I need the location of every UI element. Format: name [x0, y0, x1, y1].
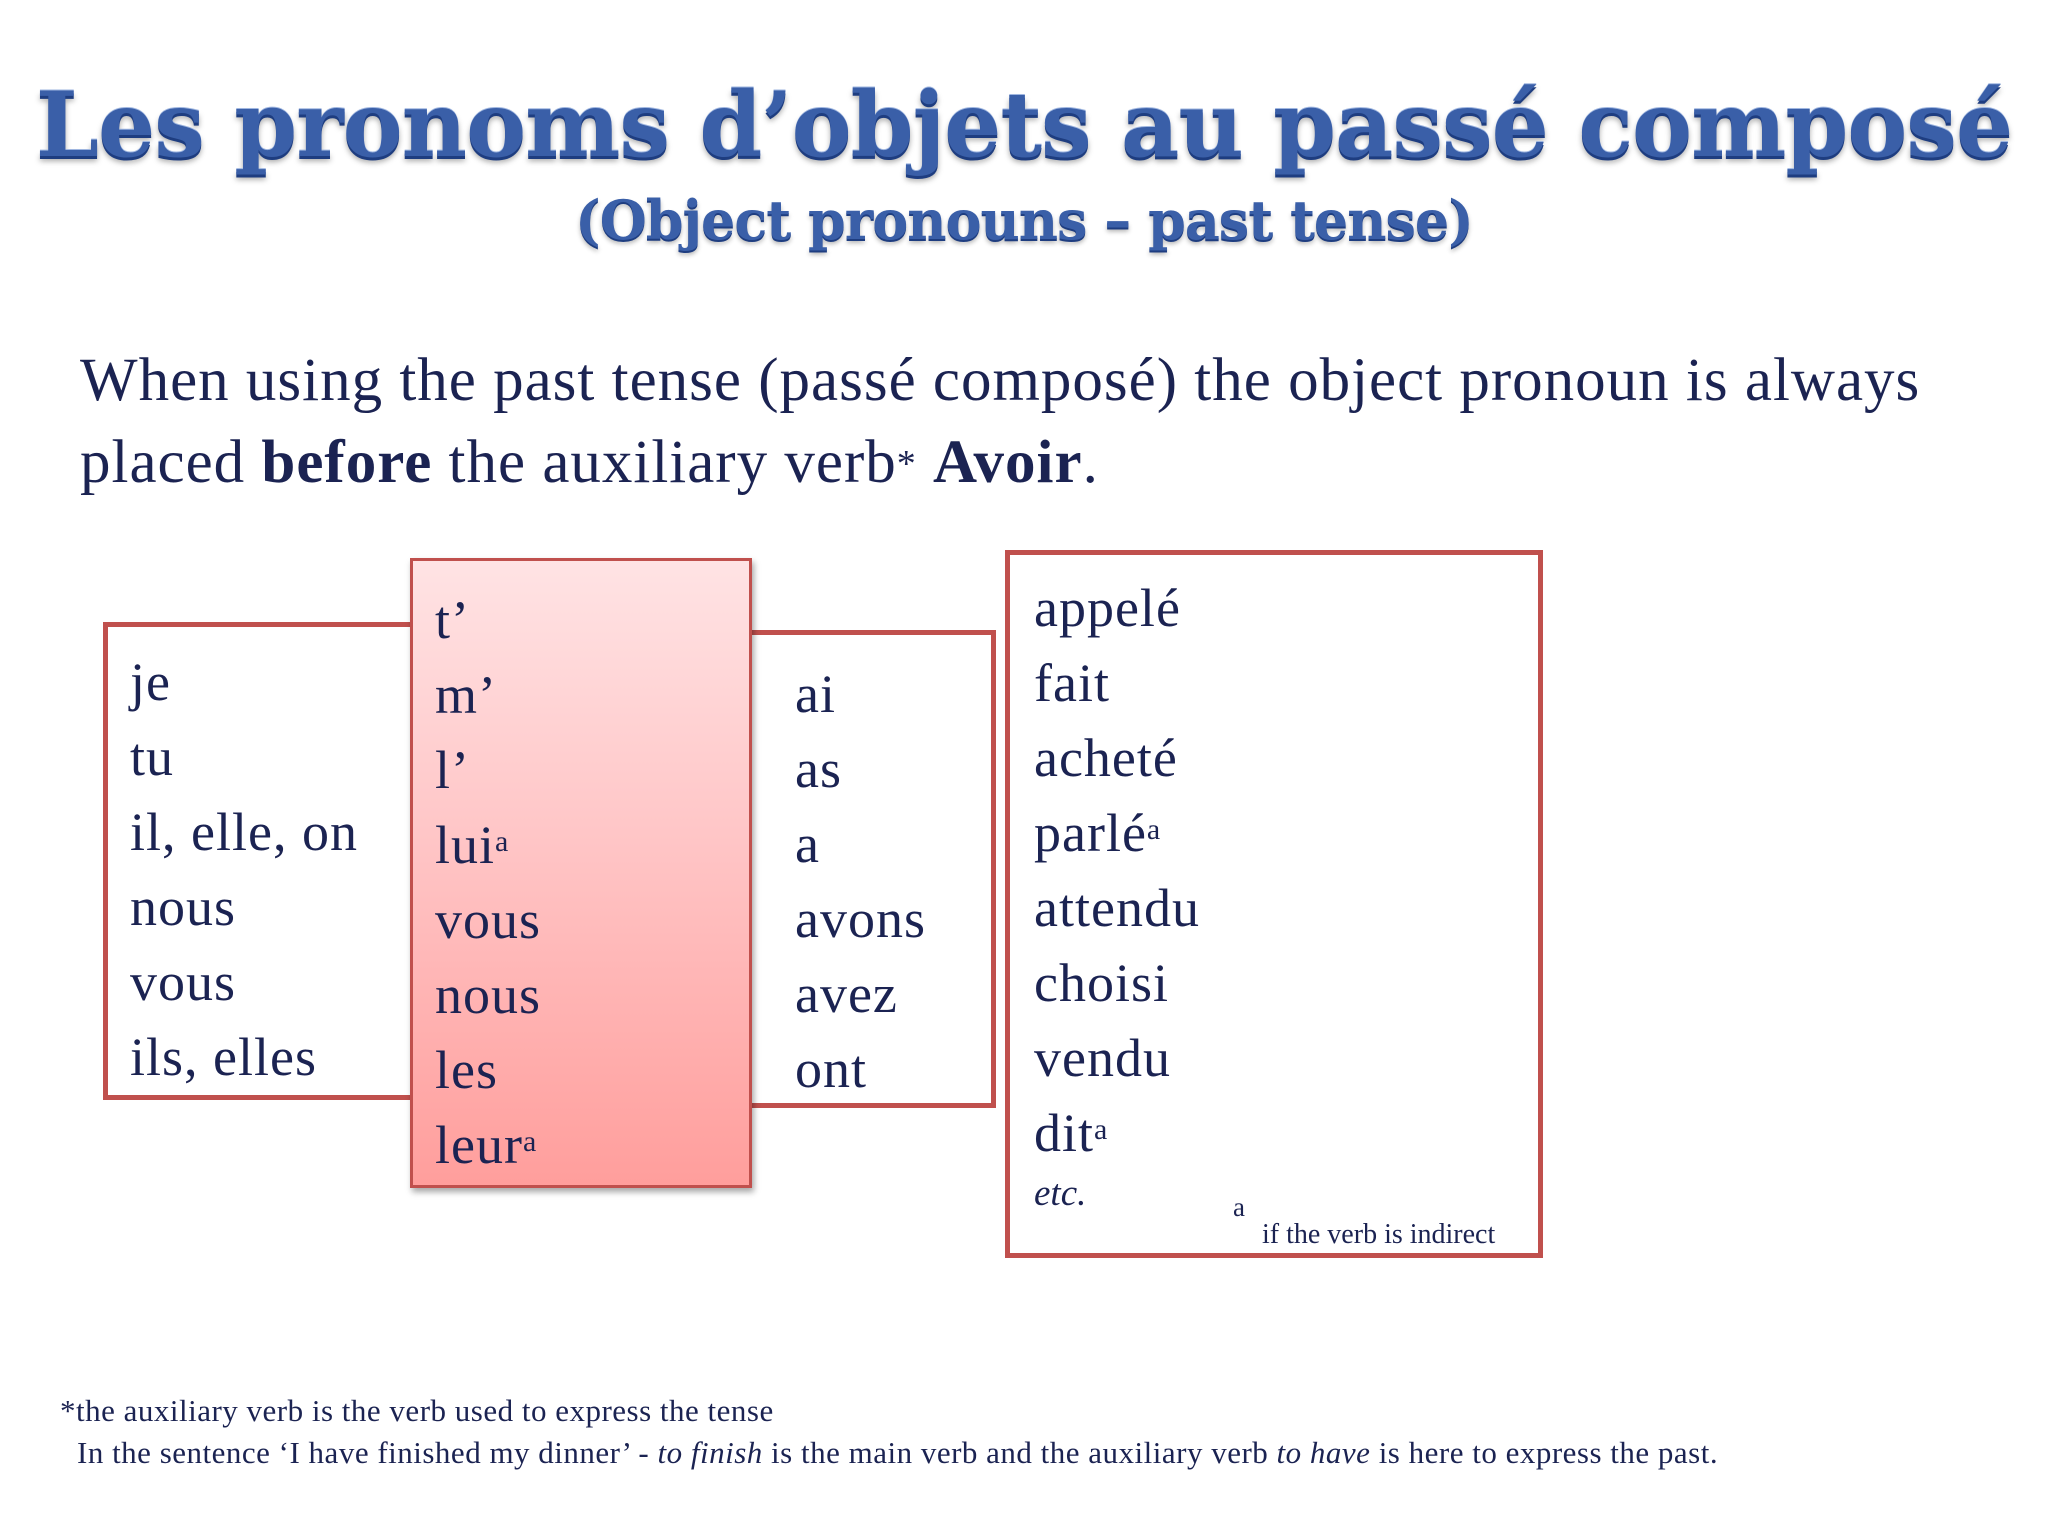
- footnote-text-c: is the main verb and the auxiliary verb: [762, 1435, 1277, 1470]
- subject-pronoun-text: il, elle, on: [130, 802, 358, 862]
- auxiliary-verb-form: [795, 732, 926, 807]
- subject-pronoun: [130, 795, 358, 870]
- auxiliary-verb-form-text: ai: [795, 664, 836, 724]
- footnote-line-2: [60, 1432, 1718, 1474]
- auxiliary-verb-form-text: ont: [795, 1039, 868, 1099]
- past-participle: [1034, 721, 1200, 796]
- intro-paragraph: [80, 340, 1980, 505]
- past-participle-text: appelé: [1034, 578, 1181, 638]
- object-pronoun: [435, 658, 541, 733]
- object-pronoun-text: t’: [435, 590, 470, 650]
- subject-pronoun: [130, 945, 358, 1020]
- object-pronoun-text: les: [435, 1040, 498, 1100]
- intro-text-3: [917, 429, 933, 496]
- object-pronoun-text: vous: [435, 890, 542, 950]
- object-pronoun: [435, 808, 541, 883]
- object-pronoun-text: nous: [435, 965, 542, 1025]
- subject-pronoun-text: nous: [130, 877, 237, 937]
- object-pronoun: [435, 733, 541, 808]
- subject-pronouns-list: [130, 645, 358, 1095]
- footnote-text-a: In the sentence ‘I have finished my dinner’ -: [77, 1435, 658, 1470]
- auxiliary-verb-form-text: as: [795, 739, 842, 799]
- footnote: [60, 1390, 1718, 1474]
- subject-pronoun-text: tu: [130, 727, 175, 787]
- subject-pronoun: [130, 1020, 358, 1095]
- past-participle: [1034, 946, 1200, 1021]
- footnote-to-have: to have: [1276, 1435, 1371, 1470]
- past-participle-superscript: a: [1146, 813, 1162, 846]
- auxiliary-verb-form: [795, 882, 926, 957]
- intro-bold-avoir: Avoir: [933, 429, 1083, 496]
- intro-asterisk: *: [896, 443, 917, 485]
- page-subtitle: (Object pronouns – past tense): [575, 188, 1473, 252]
- object-pronoun: [435, 958, 541, 1033]
- past-participle: [1034, 571, 1200, 646]
- subject-pronoun: [130, 720, 358, 795]
- intro-text-1: When using the past tense (passé composé) the object pronoun is always placed: [80, 347, 1921, 496]
- intro-text-4: .: [1082, 429, 1099, 496]
- object-pronoun-text: leur: [435, 1115, 523, 1175]
- indirect-note-marker: a: [1233, 1192, 1245, 1222]
- auxiliary-verb-box: [740, 630, 996, 1108]
- auxiliary-verb-list: [795, 657, 926, 1107]
- auxiliary-verb-form: [795, 1032, 926, 1107]
- object-pronoun-superscript: a: [522, 1125, 538, 1158]
- past-participle-text: fait: [1034, 653, 1110, 713]
- auxiliary-verb-form: [795, 957, 926, 1032]
- past-participle-text: attendu: [1034, 878, 1200, 938]
- past-participles-box: [1005, 550, 1543, 1258]
- object-pronoun: [435, 883, 541, 958]
- footnote-line-1: *the auxiliary verb is the verb used to express the tense: [60, 1393, 774, 1428]
- subject-pronoun-text: je: [130, 652, 171, 712]
- object-pronoun: [435, 1108, 541, 1183]
- subject-pronoun: [130, 870, 358, 945]
- object-pronouns-list: [435, 583, 541, 1183]
- object-pronouns-box: [410, 558, 752, 1188]
- indirect-note-text: if the verb is indirect: [1262, 1219, 1496, 1250]
- auxiliary-verb-form: [795, 657, 926, 732]
- subject-pronoun-text: vous: [130, 952, 237, 1012]
- footnote-to-finish: to finish: [657, 1435, 763, 1470]
- footnote-text-e: is here to express the past.: [1370, 1435, 1719, 1470]
- participles-etc: etc.: [1034, 1173, 1087, 1214]
- subject-pronoun: [130, 645, 358, 720]
- past-participle-text: choisi: [1034, 953, 1169, 1013]
- object-pronoun-superscript: a: [495, 825, 510, 858]
- auxiliary-verb-form-text: avez: [795, 964, 898, 1024]
- past-participles-list: [1034, 571, 1200, 1171]
- past-participle: [1034, 871, 1200, 946]
- subject-pronoun-text: ils, elles: [130, 1027, 317, 1087]
- auxiliary-verb-form-text: avons: [795, 889, 926, 949]
- object-pronoun: [435, 1033, 541, 1108]
- past-participle-text: dit: [1034, 1103, 1095, 1163]
- object-pronoun-text: lui: [435, 815, 496, 875]
- object-pronoun: [435, 583, 541, 658]
- past-participle-text: acheté: [1034, 728, 1178, 788]
- past-participle-text: parlé: [1034, 803, 1147, 863]
- subject-pronouns-box: [103, 622, 433, 1100]
- past-participle: [1034, 1021, 1200, 1096]
- past-participle: [1034, 796, 1200, 871]
- object-pronoun-text: l’: [435, 740, 470, 800]
- object-pronoun-text: m’: [435, 665, 497, 725]
- past-participle-text: vendu: [1034, 1028, 1171, 1088]
- past-participle: [1034, 646, 1200, 721]
- intro-text-2: the auxiliary verb: [432, 429, 897, 496]
- page-title: Les pronoms d’objets au passé composé: [35, 72, 2013, 178]
- past-participle-superscript: a: [1094, 1113, 1109, 1146]
- intro-bold-before: before: [261, 429, 433, 496]
- past-participle: [1034, 1096, 1200, 1171]
- auxiliary-verb-form: [795, 807, 926, 882]
- auxiliary-verb-form-text: a: [795, 814, 820, 874]
